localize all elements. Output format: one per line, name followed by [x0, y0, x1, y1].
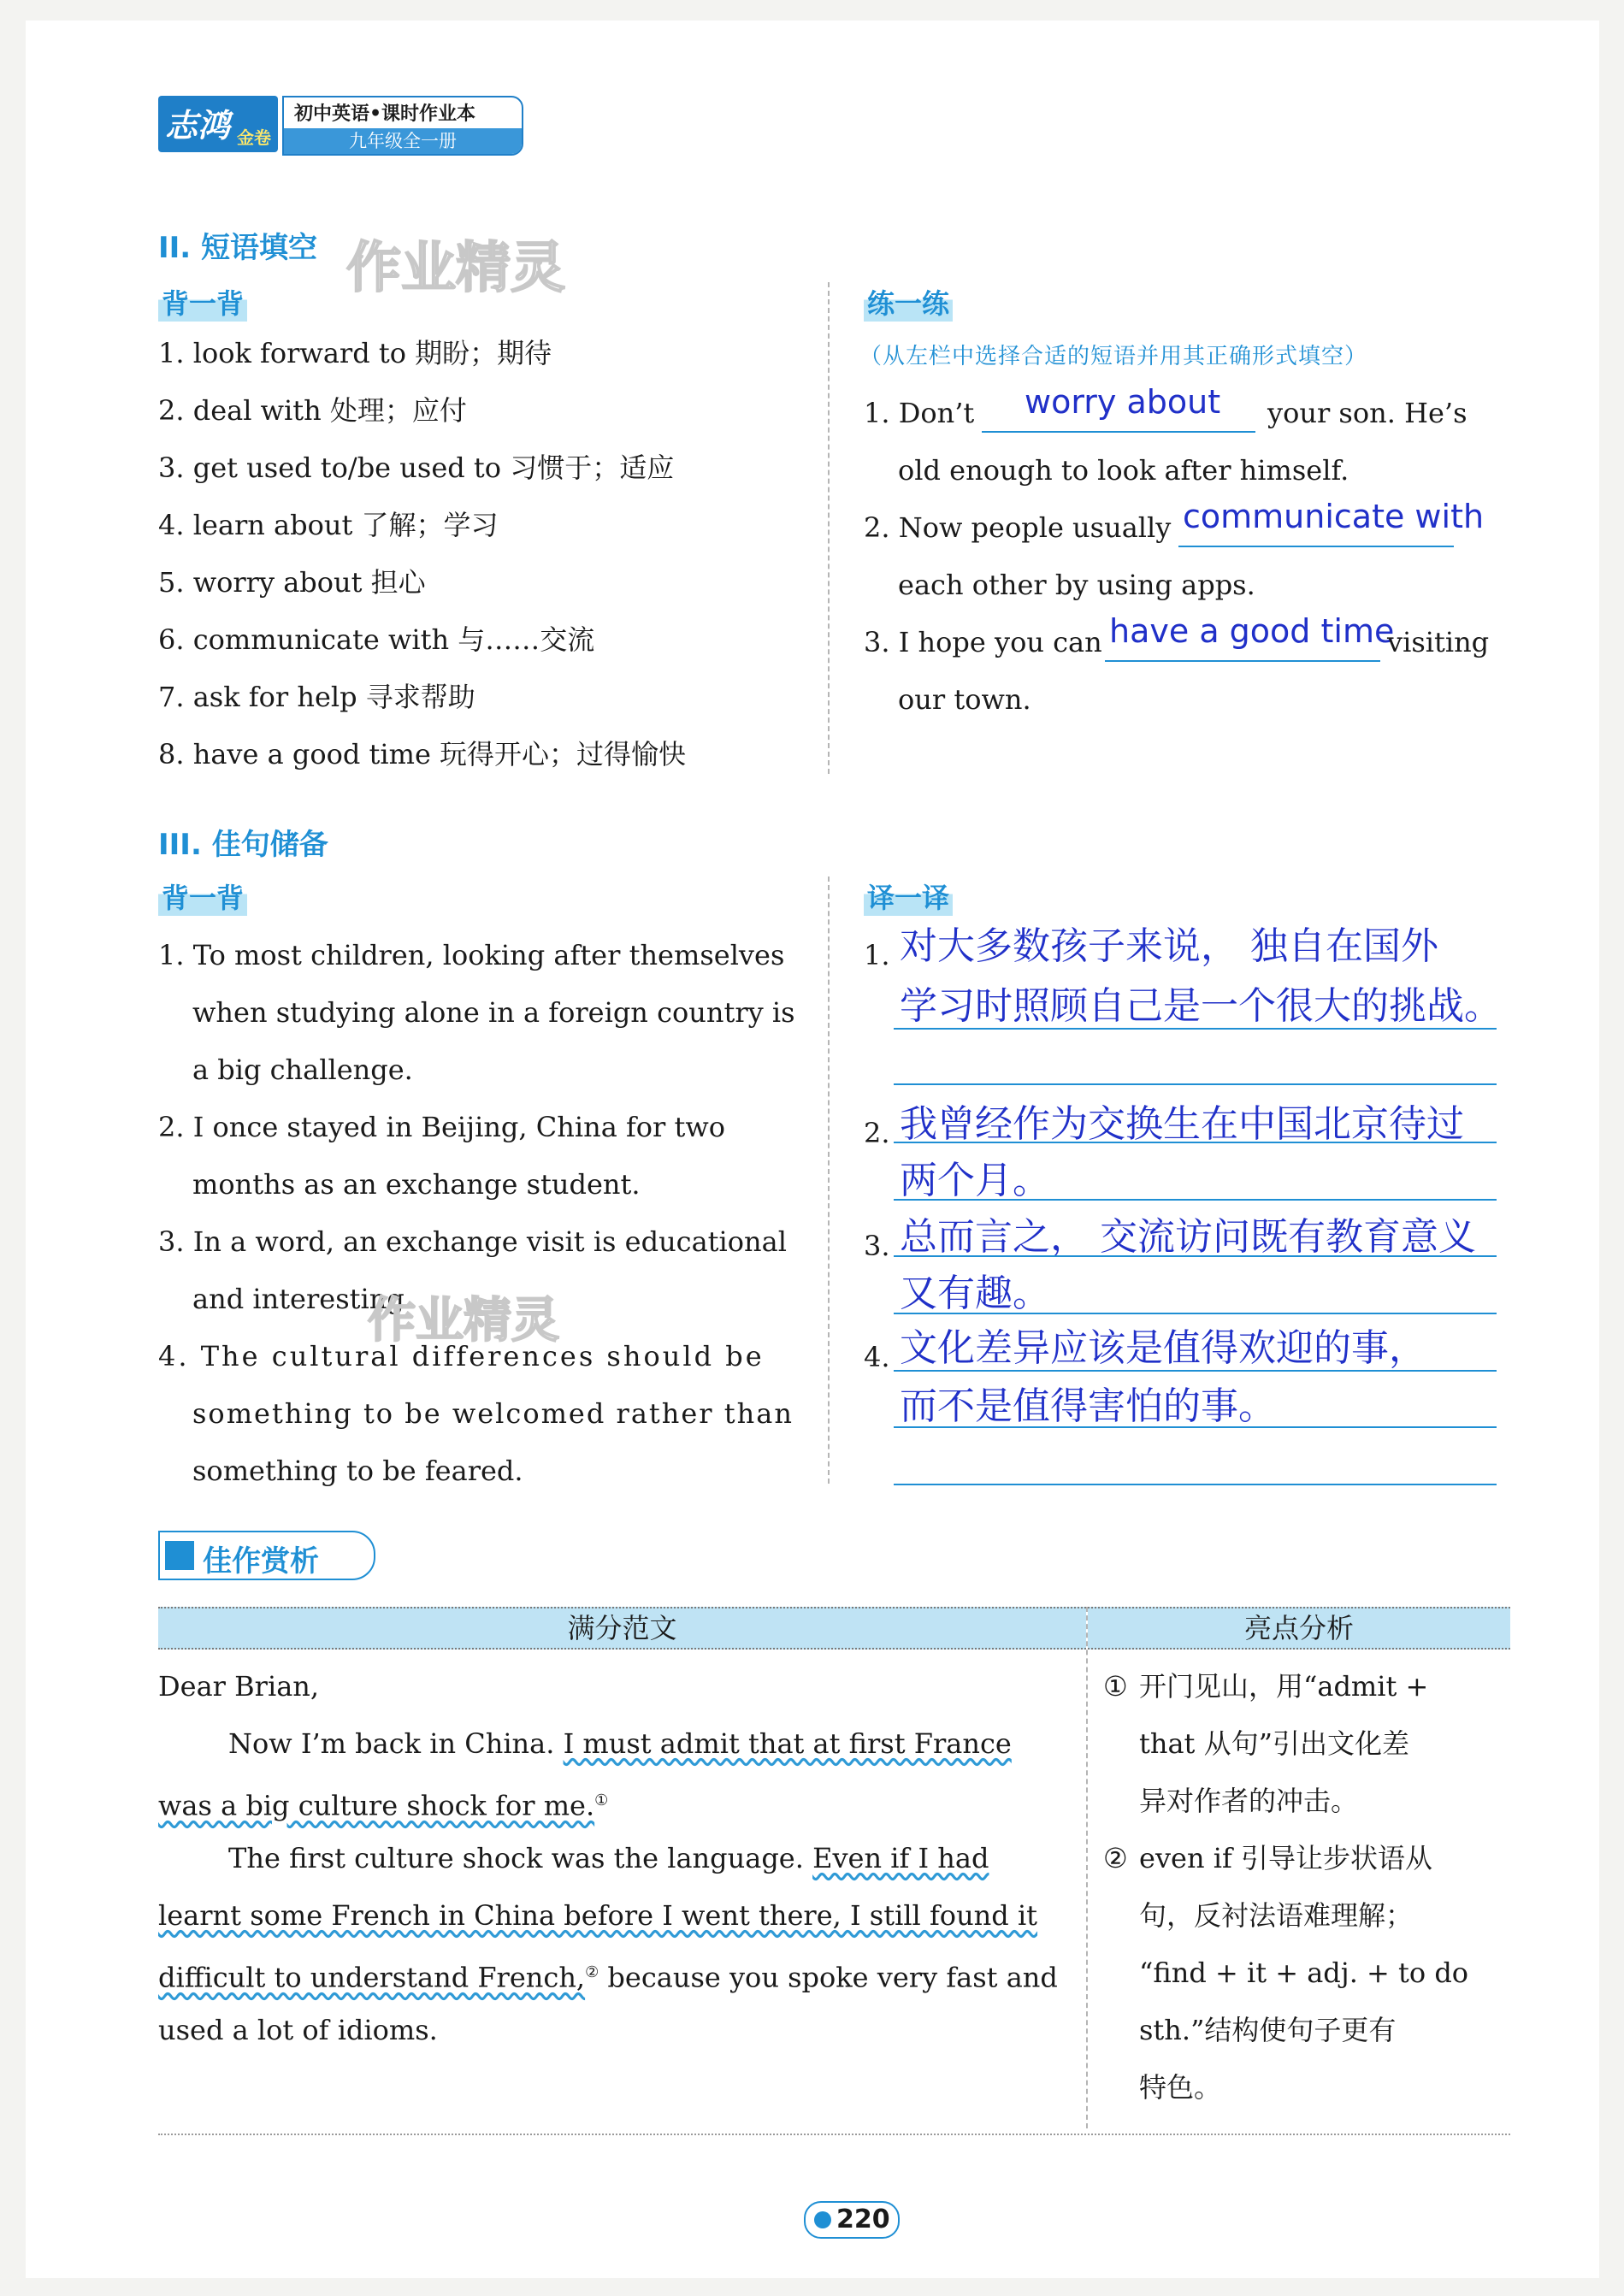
highlight-text: learnt some French in China before I went there, I still found it — [158, 1899, 1038, 1932]
essay-line — [158, 1958, 1058, 1992]
essay-text: Now I’m back in China. — [228, 1727, 555, 1760]
book-title: 初中英语•课时作业本 — [294, 103, 476, 125]
exercise-instruction: （从左栏中选择合适的短语并用其正确形式填空） — [859, 344, 1368, 369]
answer-line — [894, 1142, 1497, 1143]
sentence-line: 2. I once stayed in Beijing, China for two — [158, 1111, 726, 1143]
essay-line: used a lot of idioms. — [158, 2014, 438, 2046]
logo-text: 志鸿 — [165, 106, 231, 145]
essay-line — [158, 1786, 608, 1821]
phrase-list — [158, 339, 808, 783]
appreciation-title-box — [158, 1531, 375, 1580]
translation-number: 1. — [864, 939, 890, 971]
table-header-essay: 满分范文 — [158, 1607, 1086, 1650]
square-icon — [165, 1541, 194, 1570]
appreciation-title: 佳作赏析 — [203, 1544, 319, 1579]
translation-1-line1: 对大多数孩子来说， 独自在国外 — [900, 924, 1438, 968]
footnote-marker: ② — [585, 1963, 599, 1981]
translation-1-line2: 学习时照顾自己是一个很大的挑战。 — [900, 984, 1502, 1028]
table-divider — [1086, 1607, 1088, 2128]
sentence-line: 1. To most children, looking after themselves — [158, 939, 785, 971]
phrase-item: 4. learn about 了解；学习 — [158, 509, 499, 541]
answer-line — [894, 1083, 1497, 1085]
sentence-list — [158, 941, 808, 1488]
exercise-2-line2: each other by using apps. — [898, 569, 1255, 601]
essay-line — [158, 1901, 1037, 1930]
translation-2-line1: 我曾经作为交换生在中国北京待过 — [900, 1102, 1464, 1146]
translation-number: 2. — [864, 1117, 890, 1149]
publisher-logo — [158, 96, 278, 152]
analysis-line: even if 引导让步状语从 — [1139, 1842, 1432, 1874]
column-divider — [828, 282, 830, 774]
table-bottom-border — [158, 2134, 1510, 2135]
translation-2-line2: 两个月。 — [900, 1159, 1050, 1202]
sentence-line: when studying alone in a foreign country is — [192, 996, 795, 1029]
exercise-3-answer: have a good time — [1109, 612, 1395, 650]
analysis-line: 异对作者的冲击。 — [1139, 1785, 1359, 1817]
phrase-item: 6. communicate with 与……交流 — [158, 623, 595, 656]
exercise-1-pre: 1. Don’t — [864, 397, 975, 429]
exercise-2-answer: communicate with — [1183, 498, 1485, 535]
analysis-notes — [1103, 1672, 1514, 2116]
watermark: 作业精灵 — [368, 1293, 559, 1349]
translation-number: 4. — [864, 1341, 890, 1373]
grade-label: 九年级全一册 — [284, 128, 522, 154]
translation-4-line1: 文化差异应该是值得欢迎的事， — [900, 1326, 1426, 1370]
analysis-line: that 从句”引出文化差 — [1139, 1727, 1409, 1760]
translation-3-line1: 总而言之， 交流访问既有教育意义 — [900, 1215, 1476, 1259]
logo-sub: 金卷 — [237, 127, 271, 148]
analysis-number: ② — [1103, 1842, 1128, 1874]
sentence-line: a big challenge. — [192, 1054, 413, 1086]
translation-4-line2: 而不是值得害怕的事。 — [900, 1384, 1276, 1428]
essay-text: The first culture shock was the language. — [228, 1842, 804, 1874]
analysis-line: sth.”结构使句子更有 — [1139, 2014, 1397, 2046]
exercise-3-pre: 3. I hope you can — [864, 626, 1102, 658]
essay-line — [228, 1844, 989, 1873]
answer-line — [894, 1313, 1497, 1314]
answer-line — [894, 1028, 1497, 1030]
sentence-line: months as an exchange student. — [192, 1168, 641, 1201]
analysis-line: 特色。 — [1139, 2071, 1222, 2104]
section-3-left-subtitle: 背一背 — [158, 876, 247, 916]
answer-line — [894, 1255, 1497, 1257]
translation-area — [864, 915, 1531, 1496]
phrase-item: 1. look forward to 期盼；期待 — [158, 337, 552, 369]
exercise-2-pre: 2. Now people usually — [864, 511, 1172, 544]
section-2-right-subtitle: 练一练 — [864, 282, 953, 322]
answer-line — [894, 1370, 1497, 1372]
letter-greeting: Dear Brian, — [158, 1670, 320, 1703]
answer-line — [894, 1199, 1497, 1201]
answer-line — [894, 1426, 1497, 1428]
phrase-item: 2. deal with 处理；应付 — [158, 394, 467, 427]
table-header-analysis: 亮点分析 — [1088, 1607, 1510, 1650]
exercise-1-line2: old enough to look after himself. — [898, 454, 1349, 487]
page-number-badge — [804, 2201, 900, 2239]
exercise-1-post: your son. He’s — [1267, 397, 1468, 429]
footnote-marker: ① — [594, 1791, 609, 1809]
phrase-item: 3. get used to/be used to 习惯于；适应 — [158, 452, 675, 484]
highlight-text: I must admit that at first France — [563, 1727, 1012, 1760]
section-2-left-subtitle: 背一背 — [158, 282, 247, 322]
exercise-1-answer: worry about — [1025, 383, 1221, 421]
translation-number: 3. — [864, 1230, 890, 1262]
sentence-line: something to be feared. — [192, 1455, 523, 1487]
essay-text: because you spoke very fast and — [607, 1961, 1058, 1994]
watermark: 作业精灵 — [346, 237, 565, 300]
sentence-line: 3. In a word, an exchange visit is educational — [158, 1225, 787, 1258]
sentence-line: something to be welcomed rather than — [192, 1397, 794, 1430]
sentence-line: and interesting. — [192, 1283, 413, 1315]
phrase-item: 5. worry about 担心 — [158, 566, 426, 599]
section-3-right-subtitle: 译一译 — [864, 876, 953, 916]
section-2-title: II. 短语填空 — [158, 231, 318, 265]
column-divider — [828, 876, 830, 1484]
exercise-3-post: visiting — [1387, 626, 1490, 658]
highlight-text: Even if I had — [812, 1842, 989, 1874]
book-title-box — [282, 96, 523, 156]
translation-3-line2: 又有趣。 — [900, 1272, 1050, 1315]
highlight-text: was a big culture shock for me. — [158, 1789, 595, 1822]
essay-line — [228, 1729, 1012, 1758]
dot-icon — [814, 2211, 831, 2228]
highlight-text: difficult to understand French, — [158, 1961, 586, 1994]
phrase-item: 7. ask for help 寻求帮助 — [158, 681, 475, 713]
page-number: 220 — [836, 2205, 890, 2234]
section-3-title: III. 佳句储备 — [158, 828, 328, 862]
phrase-item: 8. have a good time 玩得开心；过得愉快 — [158, 738, 687, 770]
answer-line — [894, 1484, 1497, 1485]
analysis-line: “find + it + adj. + to do — [1139, 1957, 1469, 1989]
exercise-3-line2: our town. — [898, 683, 1031, 716]
analysis-line: 句，反衬法语难理解； — [1139, 1899, 1414, 1932]
sentence-line: 4. The cultural differences should be — [158, 1340, 765, 1372]
analysis-number: ① — [1103, 1670, 1128, 1703]
analysis-line: 开门见山，用“admit + — [1139, 1670, 1429, 1703]
